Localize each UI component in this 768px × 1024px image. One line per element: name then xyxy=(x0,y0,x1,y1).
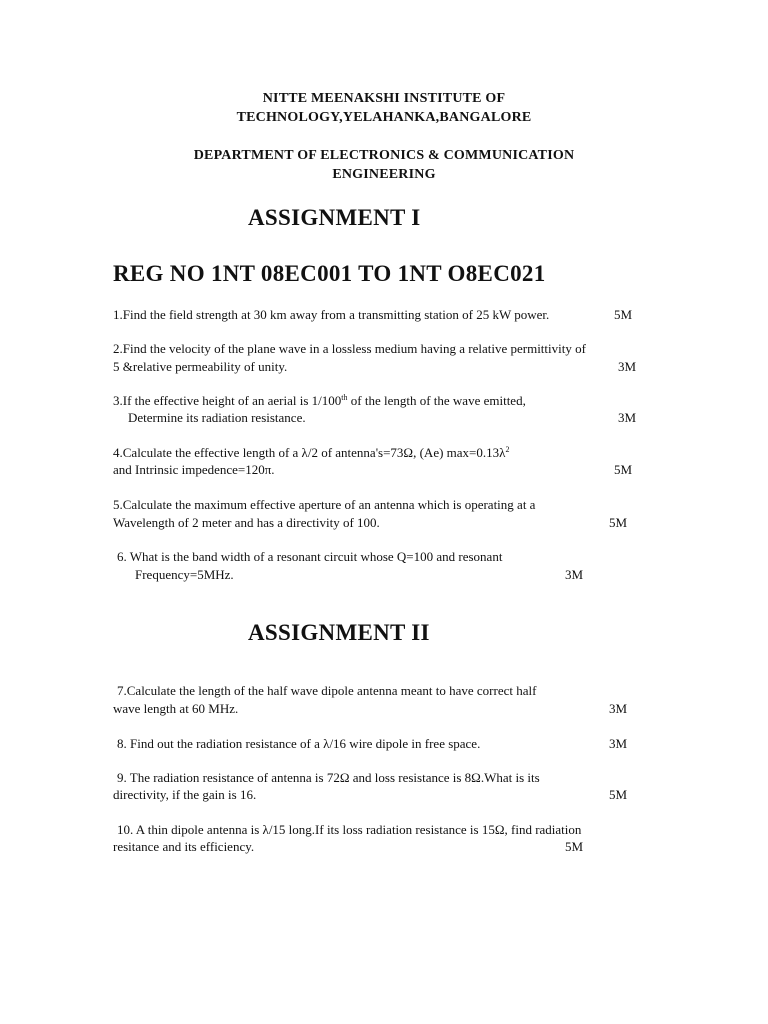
question-text: 3.If the effective height of an aerial is 1/100th of the length of the wave emitted, xyxy=(113,393,526,408)
question-text-continued: resitance and its efficiency. xyxy=(113,839,255,854)
question-marks: 3M xyxy=(618,410,637,425)
institute-name-line1: NITTE MEENAKSHI INSTITUTE OF xyxy=(262,91,506,106)
question-text: 5.Calculate the maximum effective aperture of an antenna which is operating at a xyxy=(113,497,536,512)
question-text: 10. A thin dipole antenna is λ/15 long.If its loss radiation resistance is 15Ω, find radiation xyxy=(117,822,582,837)
question-text: 1.Find the field strength at 30 km away from a transmitting station of 25 kW power. xyxy=(113,307,550,322)
question-text-continued: Wavelength of 2 meter and has a directivity of 100. xyxy=(113,515,380,530)
question-text-continued: 5 &relative permeability of unity. xyxy=(113,359,288,374)
question-marks: 5M xyxy=(609,787,628,802)
institute-name-line2: TECHNOLOGY,YELAHANKA,BANGALORE xyxy=(236,110,532,125)
department-name-line1: DEPARTMENT OF ELECTRONICS & COMMUNICATION xyxy=(193,148,575,163)
question-text: 2.Find the velocity of the plane wave in a lossless medium having a relative permittivity of xyxy=(113,341,586,356)
question-marks: 5M xyxy=(609,515,628,530)
reg-no-heading: REG NO 1NT 08EC001 TO 1NT O8EC021 xyxy=(113,261,546,286)
question-text-continued: Frequency=5MHz. xyxy=(135,567,234,582)
question-marks: 3M xyxy=(565,567,584,582)
question-text: 8. Find out the radiation resistance of a λ/16 wire dipole in free space. xyxy=(117,736,481,751)
question-marks: 3M xyxy=(618,359,637,374)
question-text: 6. What is the band width of a resonant circuit whose Q=100 and resonant xyxy=(117,549,503,564)
question-text: 9. The radiation resistance of antenna is 72Ω and loss resistance is 8Ω.What is its xyxy=(117,770,540,785)
question-text-continued: Determine its radiation resistance. xyxy=(128,410,306,425)
department-name-line2: ENGINEERING xyxy=(332,167,436,182)
question-text: 4.Calculate the effective length of a λ/2 of antenna's=73Ω, (Ae) $\max=0.13\lambda^2$ xyxy=(113,445,510,460)
assignment-2-title: ASSIGNMENT II xyxy=(248,620,430,645)
assignment-1-title: ASSIGNMENT I xyxy=(248,205,421,230)
question-marks: 5M xyxy=(614,462,633,477)
question-text-continued: and Intrinsic impedence=120π. xyxy=(113,462,275,477)
question-text: 7.Calculate the length of the half wave dipole antenna meant to have correct half xyxy=(117,683,537,698)
question-marks: 3M xyxy=(609,736,628,751)
question-marks: 5M xyxy=(565,839,584,854)
question-text-continued: wave length at 60 MHz. xyxy=(113,701,239,716)
question-marks: 3M xyxy=(609,701,628,716)
question-text-continued: directivity, if the gain is 16. xyxy=(113,787,257,802)
question-marks: 5M xyxy=(614,307,633,322)
